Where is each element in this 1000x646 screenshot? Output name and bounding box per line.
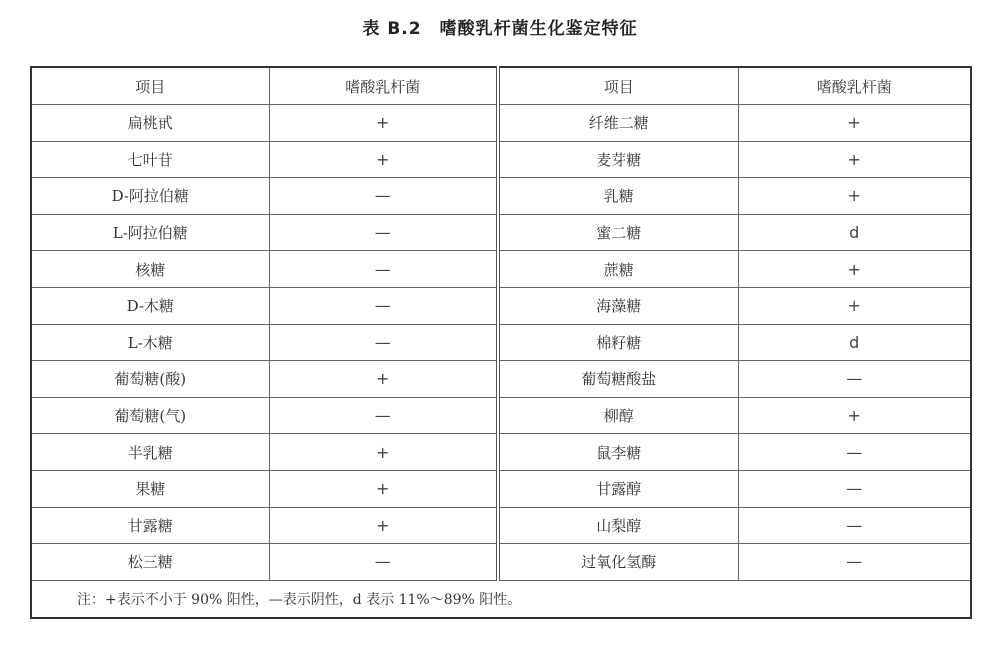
- table-row: [31, 507, 971, 544]
- row-right-item: 海藻糖: [498, 287, 738, 324]
- row-right-item: 柳醇: [498, 397, 738, 434]
- header-item-right: 项目: [498, 67, 738, 105]
- row-right-item: 过氧化氢酶: [498, 544, 738, 581]
- table-row: [31, 361, 971, 398]
- table-body: [31, 105, 971, 581]
- row-left-item: 甘露糖: [31, 507, 269, 544]
- row-right-value: +: [738, 251, 971, 288]
- row-left-item: 葡萄糖(气): [31, 397, 269, 434]
- row-right-item: 鼠李糖: [498, 434, 738, 471]
- row-left-item: L-阿拉伯糖: [31, 214, 269, 251]
- row-left-value: +: [269, 141, 498, 178]
- row-right-item: 蜜二糖: [498, 214, 738, 251]
- header-item-left: 项目: [31, 67, 269, 105]
- row-left-value: +: [269, 470, 498, 507]
- table-number: 表 B.2: [362, 19, 422, 39]
- row-right-item: 山梨醇: [498, 507, 738, 544]
- row-right-item: 甘露醇: [498, 470, 738, 507]
- header-value-right: 嗜酸乳杆菌: [738, 67, 971, 105]
- row-left-item: 核糖: [31, 251, 269, 288]
- row-right-value: +: [738, 287, 971, 324]
- row-left-item: 果糖: [31, 470, 269, 507]
- note-row: [31, 580, 971, 618]
- table-row: [31, 470, 971, 507]
- row-right-item: 葡萄糖酸盐: [498, 361, 738, 398]
- table-row: [31, 397, 971, 434]
- header-value-left: 嗜酸乳杆菌: [269, 67, 498, 105]
- row-left-value: —: [269, 397, 498, 434]
- row-left-item: D-阿拉伯糖: [31, 178, 269, 215]
- row-left-item: D-木糖: [31, 287, 269, 324]
- table-row: [31, 434, 971, 471]
- row-right-item: 蔗糖: [498, 251, 738, 288]
- row-left-value: +: [269, 105, 498, 142]
- table-row: [31, 544, 971, 581]
- table-row: [31, 287, 971, 324]
- row-left-value: —: [269, 214, 498, 251]
- row-left-item: 七叶苷: [31, 141, 269, 178]
- row-right-value: —: [738, 507, 971, 544]
- row-left-value: —: [269, 178, 498, 215]
- row-right-value: —: [738, 544, 971, 581]
- table-row: [31, 105, 971, 142]
- table-row: [31, 214, 971, 251]
- header-row: [31, 67, 971, 105]
- row-right-value: —: [738, 361, 971, 398]
- row-left-item: 扁桃甙: [31, 105, 269, 142]
- row-right-value: +: [738, 178, 971, 215]
- row-left-value: —: [269, 544, 498, 581]
- table-row: [31, 251, 971, 288]
- table-row: [31, 141, 971, 178]
- row-right-value: +: [738, 105, 971, 142]
- table-title: [0, 14, 1000, 39]
- row-right-value: —: [738, 470, 971, 507]
- row-left-value: +: [269, 434, 498, 471]
- row-left-value: +: [269, 507, 498, 544]
- row-left-item: 葡萄糖(酸): [31, 361, 269, 398]
- row-right-value: +: [738, 141, 971, 178]
- row-left-item: 半乳糖: [31, 434, 269, 471]
- row-left-value: —: [269, 251, 498, 288]
- table-note: 注：+表示不小于 90% 阳性，—表示阴性，d 表示 11%～89% 阳性。: [31, 580, 971, 618]
- table-caption: 嗜酸乳杆菌生化鉴定特征: [439, 19, 638, 39]
- row-right-item: 棉籽糖: [498, 324, 738, 361]
- row-right-value: d: [738, 324, 971, 361]
- biochemical-table: [30, 66, 972, 619]
- row-left-value: —: [269, 287, 498, 324]
- row-left-item: 松三糖: [31, 544, 269, 581]
- row-right-item: 乳糖: [498, 178, 738, 215]
- row-right-item: 麦芽糖: [498, 141, 738, 178]
- row-right-value: —: [738, 434, 971, 471]
- table-row: [31, 178, 971, 215]
- row-right-value: d: [738, 214, 971, 251]
- row-right-value: +: [738, 397, 971, 434]
- row-left-value: —: [269, 324, 498, 361]
- table-row: [31, 324, 971, 361]
- row-left-value: +: [269, 361, 498, 398]
- row-left-item: L-木糖: [31, 324, 269, 361]
- row-right-item: 纤维二糖: [498, 105, 738, 142]
